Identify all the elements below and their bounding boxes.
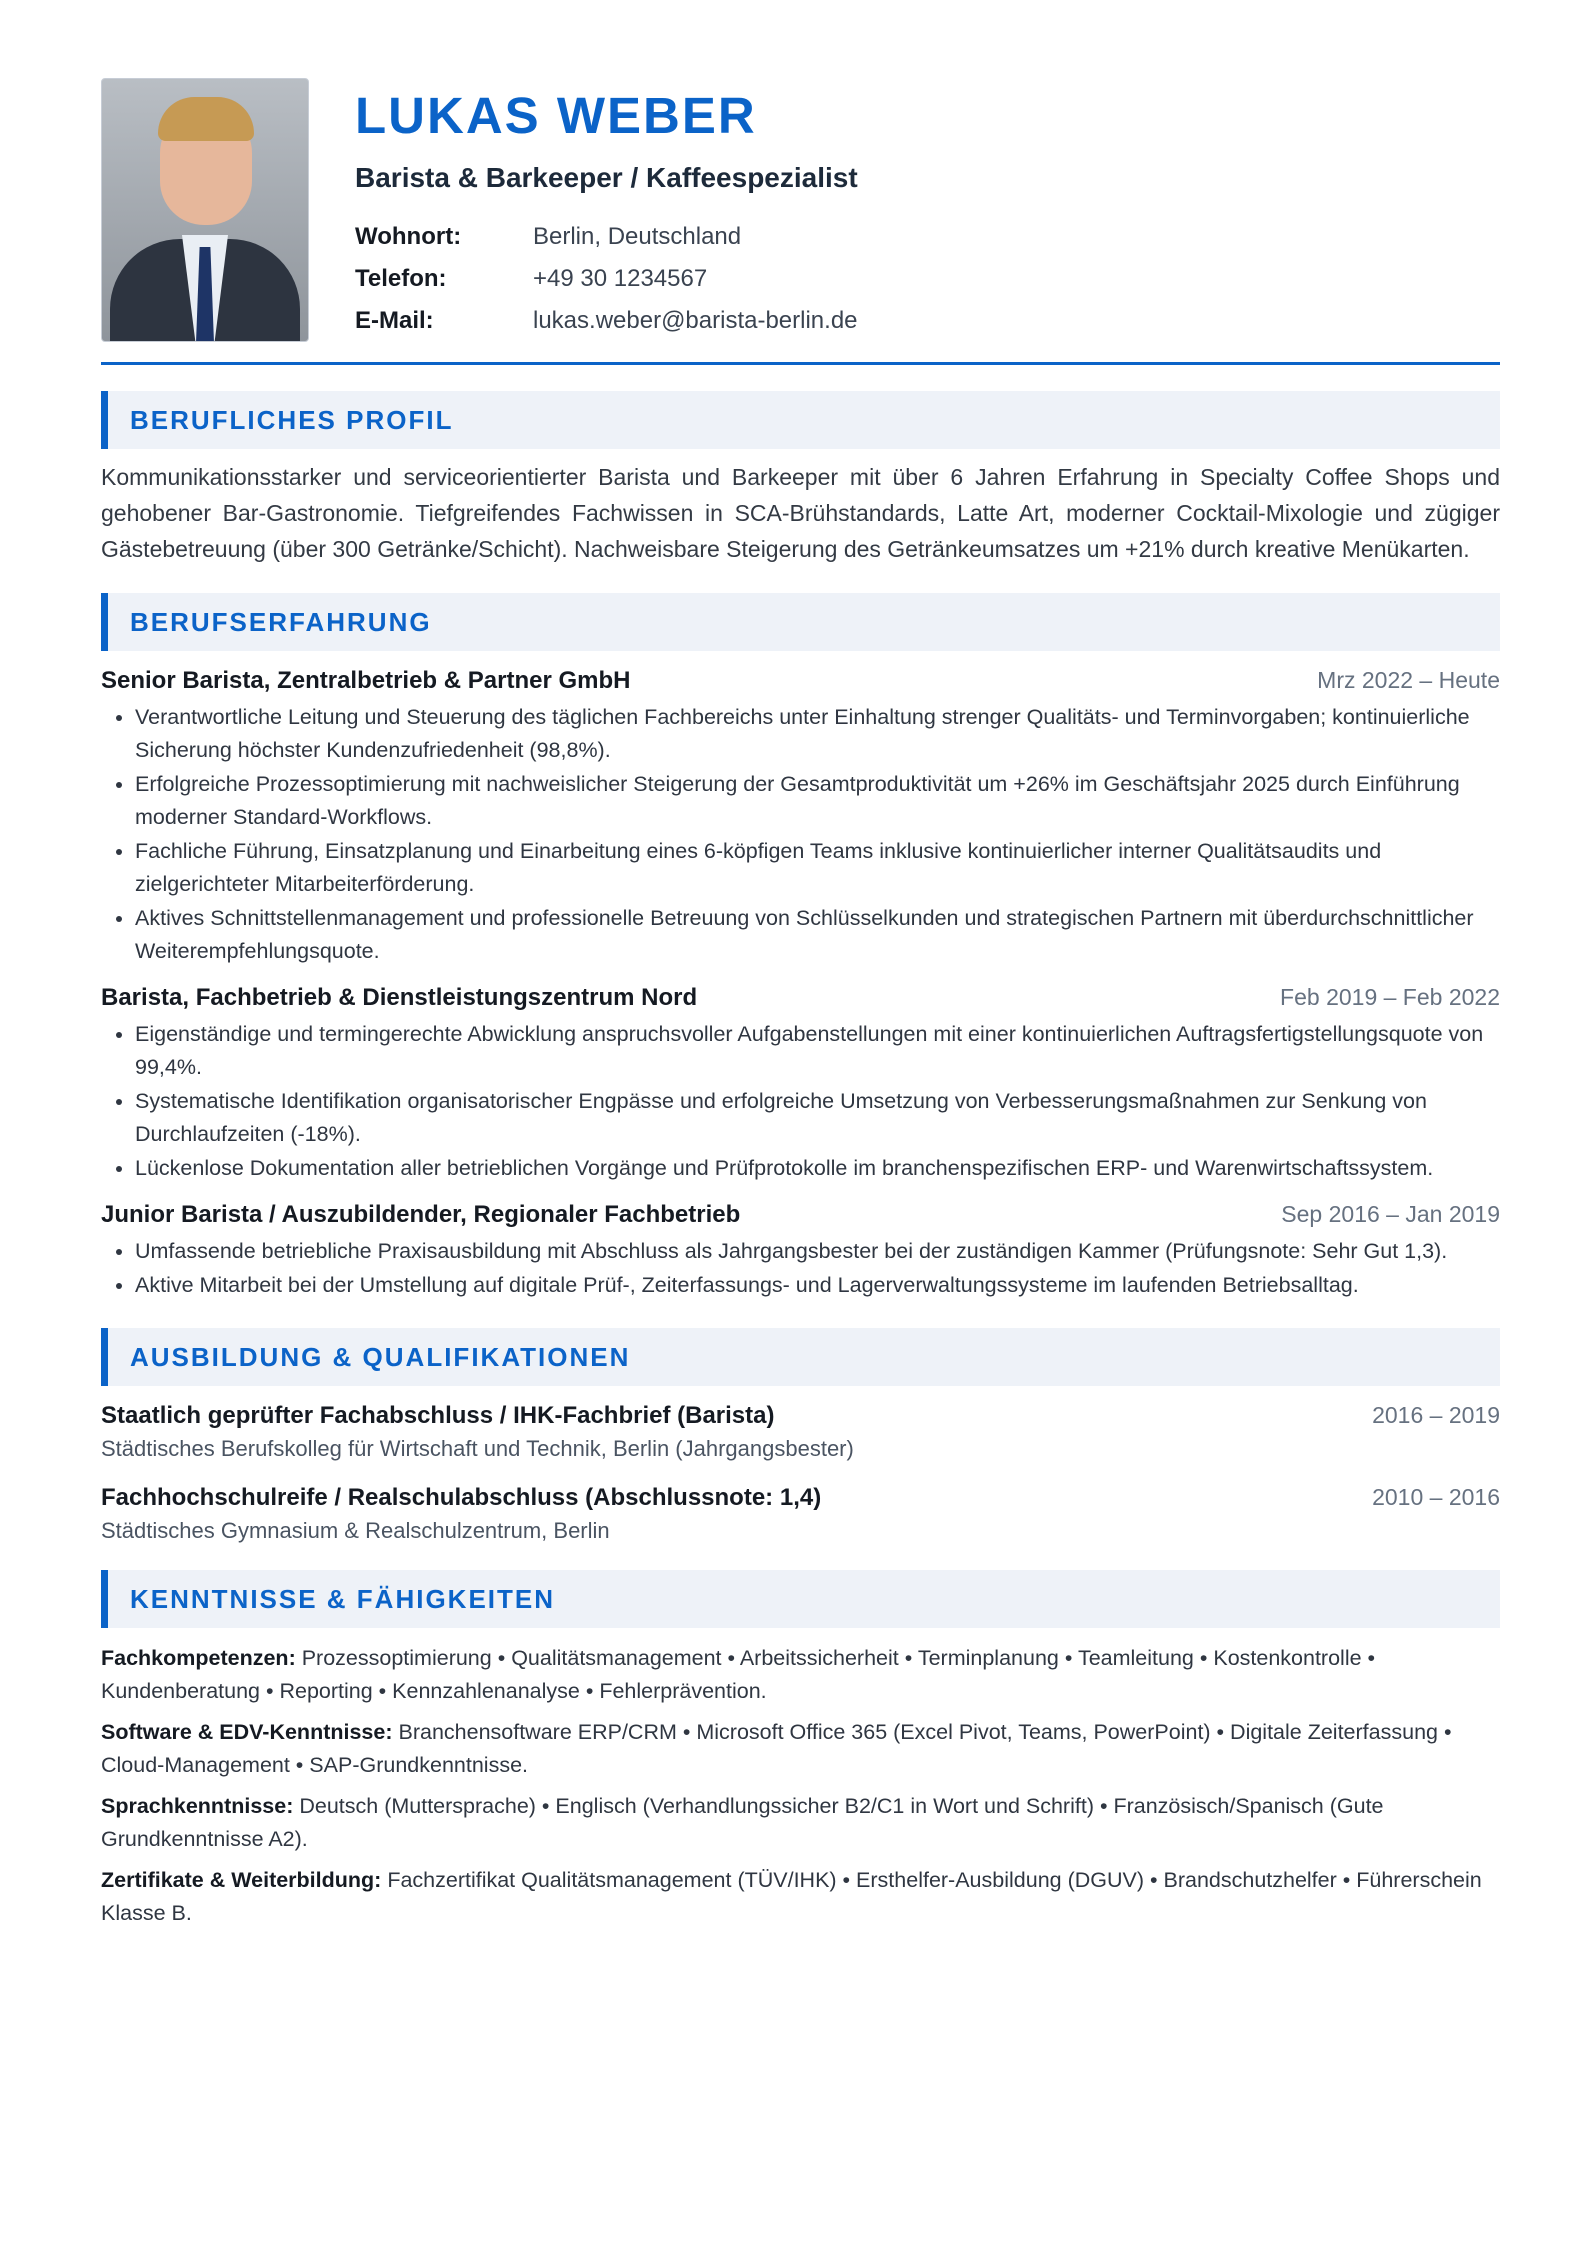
entry-heading — [101, 1484, 1500, 1512]
entry-institution: Städtisches Gymnasium & Realschulzentrum, Berlin — [101, 1518, 610, 1543]
bullet-item: • Fachliche Führung, Einsatzplanung und Einarbeitung eines 6-köpfigen Teams inklusive kontinuierlicher interner Qualitätsaudits und zielgerichteter Mitarbeiterförderung. — [135, 835, 1500, 901]
contact-value-residence: Berlin, Deutschland — [533, 223, 742, 250]
section-header-profile — [101, 391, 1500, 449]
contact-label: Wohnort: — [355, 223, 462, 250]
section-header-experience — [101, 593, 1500, 651]
section-header-education — [101, 1328, 1500, 1386]
skill-label: Fachkompetenzen: — [101, 1646, 296, 1670]
skill-group — [101, 1642, 1500, 1708]
skill-label: Sprachkenntnisse: — [101, 1794, 294, 1818]
resume-content — [101, 78, 1500, 1930]
skill-label: Zertifikate & Weiterbildung: — [101, 1868, 382, 1892]
entry-date: Mrz 2022 – Heute — [1317, 667, 1500, 693]
entry-bullets — [101, 1018, 1500, 1185]
entry-title: Barista, Fachbetrieb & Dienstleistungszentrum Nord — [101, 984, 698, 1011]
entry-date: 2010 – 2016 — [1372, 1484, 1500, 1510]
bullet-item: • Verantwortliche Leitung und Steuerung des täglichen Fachbereichs unter Einhaltung strenger Qualitäts- und Terminvorgaben; kontinuierliche Sicherung höchster Kundenzufriedenheit (98,8%). — [135, 701, 1500, 767]
bullet-item: • Erfolgreiche Prozessoptimierung mit nachweislicher Steigerung der Gesamtproduktivität um +26% im Geschäftsjahr 2025 durch Einführung moderner Standard-Workflows. — [135, 768, 1500, 834]
section-title: AUSBILDUNG & QUALIFIKATIONEN — [130, 1341, 631, 1372]
resume-header — [101, 78, 1500, 342]
contact-row-residence — [355, 216, 858, 258]
contact-label: Telefon: — [355, 265, 447, 292]
section-title: BERUFSERFAHRUNG — [130, 606, 432, 637]
entry-date: Sep 2016 – Jan 2019 — [1281, 1201, 1500, 1227]
contact-value-phone: +49 30 1234567 — [533, 265, 708, 292]
skill-text: Deutsch (Muttersprache) • Englisch (Verhandlungssicher B2/C1 in Wort und Schrift) • Französisch/Spanisch (Gute Grundkenntnisse A2). — [101, 1794, 1384, 1851]
candidate-name: LUKAS WEBER — [355, 87, 757, 144]
contact-row-phone — [355, 258, 858, 300]
header-info — [355, 78, 858, 342]
entry-heading — [101, 667, 1500, 695]
bullet-item: • Eigenständige und termingerechte Abwicklung anspruchsvoller Aufgabenstellungen mit einer kontinuierlichen Auftragsfertigstellungsquote von 99,4%. — [135, 1018, 1500, 1084]
experience-entry — [101, 667, 1500, 968]
section-title: KENNTNISSE & FÄHIGKEITEN — [130, 1583, 556, 1614]
education-entry — [101, 1484, 1500, 1544]
skill-text: Fachzertifikat Qualitätsmanagement (TÜV/IHK) • Ersthelfer-Ausbildung (DGUV) • Brandschutzhelfer • Führerschein Klasse B. — [101, 1868, 1482, 1925]
section-header-skills — [101, 1570, 1500, 1628]
entry-title: Staatlich geprüfter Fachabschluss / IHK-Fachbrief (Barista) — [101, 1402, 775, 1429]
skill-group — [101, 1790, 1500, 1856]
section-title: BERUFLICHES PROFIL — [130, 404, 454, 435]
bullet-item: • Umfassende betriebliche Praxisausbildung mit Abschluss als Jahrgangsbester bei der zuständigen Kammer (Prüfungsnote: Sehr Gut 1,3). — [135, 1235, 1500, 1268]
photo-hair-shape — [158, 97, 254, 141]
header-divider — [101, 362, 1500, 365]
entry-title: Junior Barista / Auszubildender, Regionaler Fachbetrieb — [101, 1201, 741, 1228]
skill-label: Software & EDV-Kenntnisse: — [101, 1720, 393, 1744]
entry-date: Feb 2019 – Feb 2022 — [1280, 984, 1500, 1010]
skill-text: Branchensoftware ERP/CRM • Microsoft Office 365 (Excel Pivot, Teams, PowerPoint) • Digitale Zeiterfassung • Cloud-Management • SAP-Grundkenntnisse. — [101, 1720, 1452, 1777]
contact-label: E-Mail: — [355, 307, 434, 334]
entry-title: Fachhochschulreife / Realschulabschluss (Abschlussnote: 1,4) — [101, 1484, 822, 1511]
profile-summary: Kommunikationsstarker und serviceorientierter Barista und Barkeeper mit über 6 Jahren Erfahrung in Specialty Coffee Shops und gehobener Bar-Gastronomie. Tiefgreifendes Fachwissen in SCA-Brühstandards, Latte Art, moderner Cocktail-Mixologie und zügiger Gästebetreuung (über 300 Getränke/Schicht). Nachweisbare Steigerung des Getränkeumsatzes um +21% durch kreative Menükarten. — [101, 464, 1500, 562]
entry-bullets — [101, 701, 1500, 968]
bullet-item: • Lückenlose Dokumentation aller betrieblichen Vorgänge und Prüfprotokolle im branchenspezifischen ERP- und Warenwirtschaftssystem. — [135, 1152, 1500, 1185]
contact-list — [355, 216, 858, 342]
bullet-item: • Aktives Schnittstellenmanagement und professionelle Betreuung von Schlüsselkunden und strategischen Partnern mit überdurchschnittlicher Weiterempfehlungsquote. — [135, 902, 1500, 968]
entry-bullets — [101, 1235, 1500, 1302]
skill-group — [101, 1716, 1500, 1782]
experience-entry — [101, 984, 1500, 1185]
skill-text: Prozessoptimierung • Qualitätsmanagement • Arbeitssicherheit • Terminplanung • Teamleitung • Kostenkontrolle • Kundenberatung • Reporting • Kennzahlenanalyse • Fehlerprävention. — [101, 1646, 1376, 1703]
profile-photo — [101, 78, 309, 342]
bullet-item: • Systematische Identifikation organisatorischer Engpässe und erfolgreiche Umsetzung von Verbesserungsmaßnahmen zur Senkung von Durchlaufzeiten (-18%). — [135, 1085, 1500, 1151]
entry-title: Senior Barista, Zentralbetrieb & Partner GmbH — [101, 667, 631, 694]
contact-value-email: lukas.weber@barista-berlin.de — [533, 307, 858, 334]
contact-row-email — [355, 300, 858, 342]
education-entry — [101, 1402, 1500, 1462]
entry-date: 2016 – 2019 — [1372, 1402, 1500, 1428]
skill-group — [101, 1864, 1500, 1930]
experience-entry — [101, 1201, 1500, 1302]
candidate-title: Barista & Barkeeper / Kaffeespezialist — [355, 162, 858, 193]
entry-heading — [101, 1402, 1500, 1430]
entry-institution: Städtisches Berufskolleg für Wirtschaft und Technik, Berlin (Jahrgangsbester) — [101, 1436, 854, 1461]
bullet-item: • Aktive Mitarbeit bei der Umstellung auf digitale Prüf-, Zeiterfassungs- und Lagerverwaltungssysteme im laufenden Betriebsalltag. — [135, 1269, 1500, 1302]
entry-heading — [101, 1201, 1500, 1229]
entry-heading — [101, 984, 1500, 1012]
